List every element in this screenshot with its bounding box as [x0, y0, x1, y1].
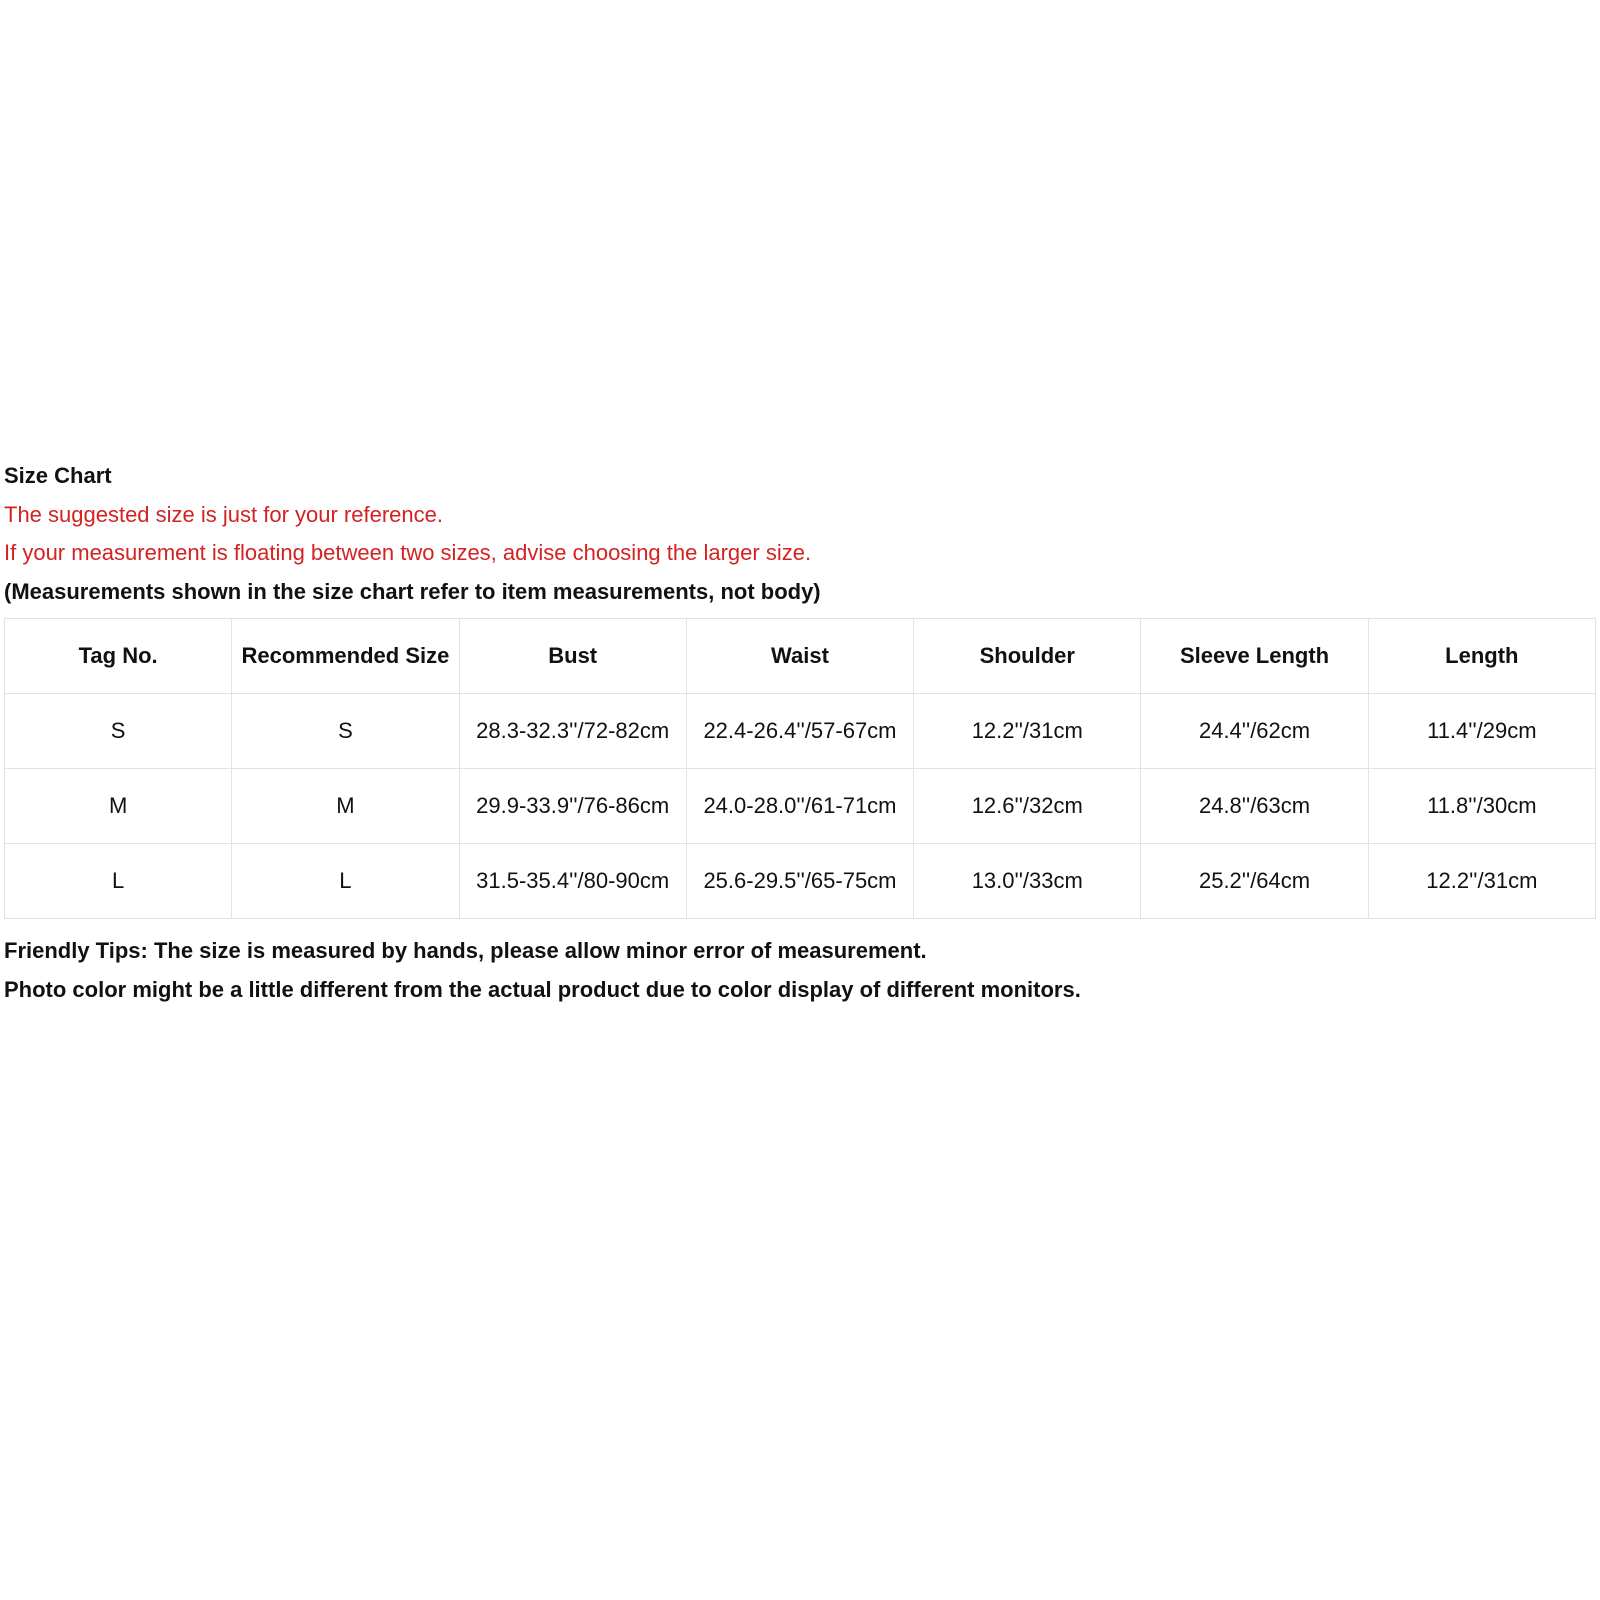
cell-recommended-size: L: [232, 844, 459, 919]
cell-shoulder: 12.2''/31cm: [914, 694, 1141, 769]
cell-sleeve-length: 24.8''/63cm: [1141, 769, 1368, 844]
cell-waist: 25.6-29.5''/65-75cm: [686, 844, 913, 919]
friendly-tips: [4, 932, 1596, 1009]
size-chart-sheet: [4, 457, 1596, 1009]
larger-size-advice: If your measurement is floating between two sizes, advise choosing the larger size.: [4, 540, 812, 565]
cell-recommended-size: S: [232, 694, 459, 769]
column-header-shoulder: Shoulder: [914, 619, 1141, 694]
cell-waist: 24.0-28.0''/61-71cm: [686, 769, 913, 844]
table-row: [5, 769, 1596, 844]
page-title: Size Chart: [4, 463, 112, 488]
size-table: [4, 618, 1596, 919]
cell-waist: 22.4-26.4''/57-67cm: [686, 694, 913, 769]
column-header-recommended-size: Recommended Size: [232, 619, 459, 694]
cell-length: 11.8''/30cm: [1368, 769, 1595, 844]
cell-length: 11.4''/29cm: [1368, 694, 1595, 769]
cell-length: 12.2''/31cm: [1368, 844, 1595, 919]
cell-bust: 29.9-33.9''/76-86cm: [459, 769, 686, 844]
column-header-length: Length: [1368, 619, 1595, 694]
measurement-disclaimer: (Measurements shown in the size chart refer to item measurements, not body): [4, 578, 821, 604]
column-header-tag-no: Tag No.: [5, 619, 232, 694]
cell-sleeve-length: 25.2''/64cm: [1141, 844, 1368, 919]
cell-bust: 31.5-35.4''/80-90cm: [459, 844, 686, 919]
table-row: [5, 694, 1596, 769]
cell-tag-no: L: [5, 844, 232, 919]
cell-recommended-size: M: [232, 769, 459, 844]
column-header-bust: Bust: [459, 619, 686, 694]
cell-tag-no: M: [5, 769, 232, 844]
cell-sleeve-length: 24.4''/62cm: [1141, 694, 1368, 769]
cell-shoulder: 12.6''/32cm: [914, 769, 1141, 844]
measurement-tip: Friendly Tips: The size is measured by hands, please allow minor error of measurement.: [4, 938, 927, 963]
reference-note: The suggested size is just for your reference.: [4, 501, 443, 527]
cell-bust: 28.3-32.3''/72-82cm: [459, 694, 686, 769]
cell-tag-no: S: [5, 694, 232, 769]
column-header-sleeve-length: Sleeve Length: [1141, 619, 1368, 694]
table-header-row: [5, 619, 1596, 694]
color-tip: Photo color might be a little different from the actual product due to color display of different monitors.: [4, 976, 1081, 1002]
cell-shoulder: 13.0''/33cm: [914, 844, 1141, 919]
table-row: [5, 844, 1596, 919]
column-header-waist: Waist: [686, 619, 913, 694]
